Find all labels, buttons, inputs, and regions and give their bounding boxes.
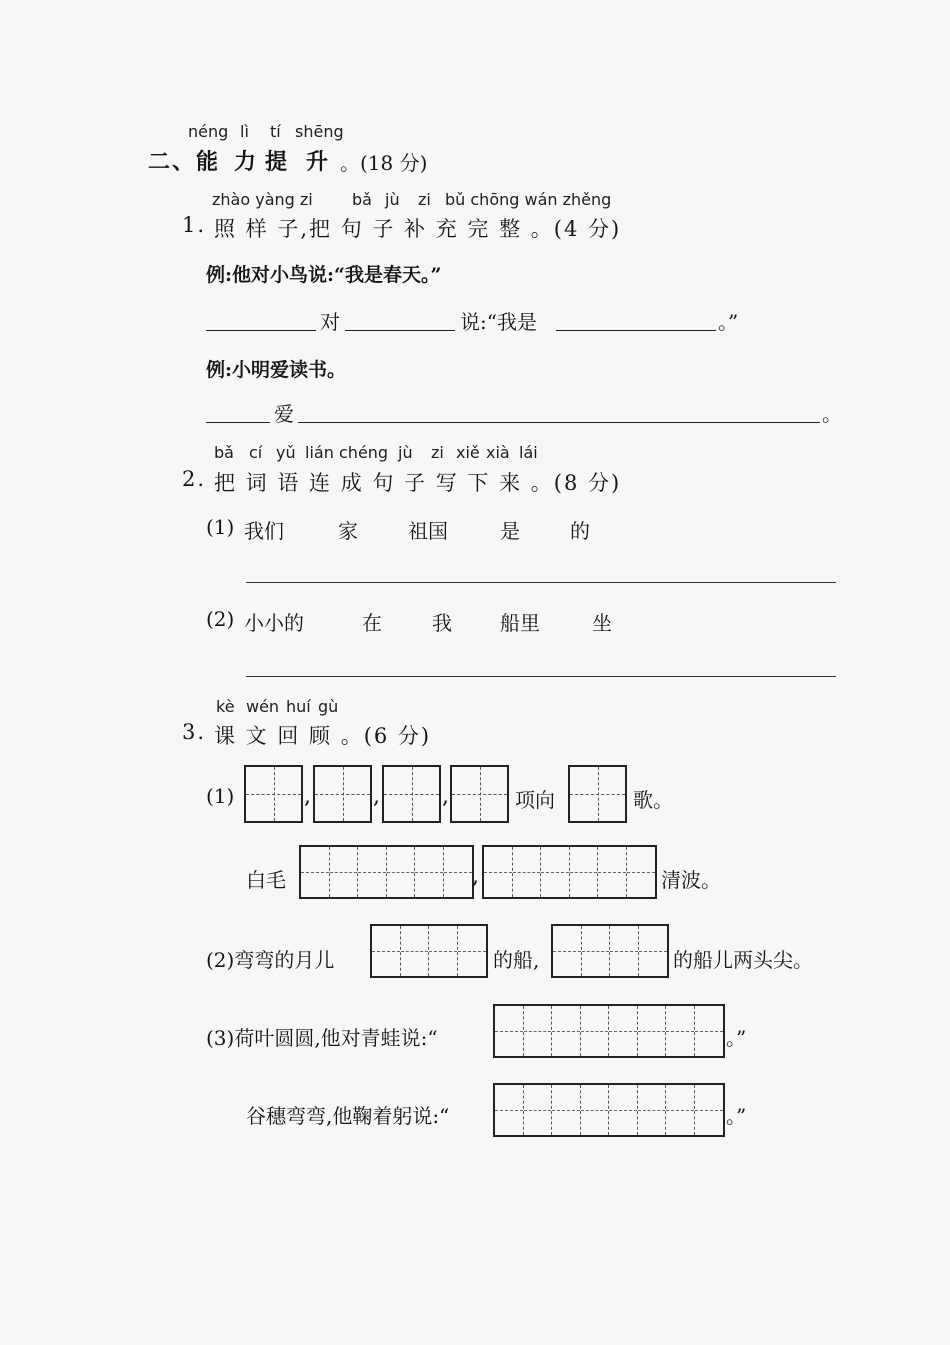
q3-line2-end: 清波。 [661, 868, 721, 892]
q2-item1-word-5: 的 [570, 519, 590, 543]
q3-line1-comma-1: , [304, 784, 311, 809]
q3-line1-label: (1) [206, 784, 235, 808]
q2-pinyin-5: chéng [339, 443, 389, 462]
q2-item2-word-2: 在 [362, 611, 382, 635]
q1-example-1: 例:他对小鸟说:“我是春天。” [206, 264, 442, 286]
q2-pinyin-10: lái [519, 443, 538, 462]
q2-item2-word-4: 船里 [500, 611, 540, 635]
q1-blank-1a[interactable] [206, 330, 316, 331]
q3-line3-start: (2)弯弯的月儿 [206, 948, 335, 972]
section-score: 。(18 分) [340, 151, 428, 175]
section-pinyin-2: lì [240, 122, 249, 141]
q3-line1-box-5[interactable] [568, 765, 627, 823]
q3-pinyin-2: wén [246, 697, 280, 716]
q2-pinyin-4: lián [305, 443, 334, 462]
q1-number: 1. [182, 213, 207, 237]
q2-pinyin-8: xiě [456, 443, 480, 462]
q3-line5-start: 谷穗弯弯,他鞠着躬说:“ [246, 1104, 450, 1128]
q1-blank-1c[interactable] [556, 330, 716, 331]
q3-line1-box-1[interactable] [244, 765, 303, 823]
q1-blank-1-mid2: 说:“我是 [460, 310, 537, 334]
q1-pinyin-4: zi [418, 190, 431, 209]
q3-line1-box-3[interactable] [382, 765, 441, 823]
q3-line1-comma-2: , [373, 784, 380, 809]
q3-line1-box-4[interactable] [450, 765, 509, 823]
q2-item1-word-3: 祖国 [408, 519, 448, 543]
section-title-char-1: 能 [196, 149, 221, 175]
q1-pinyin-3: jù [385, 190, 400, 209]
q2-number: 2. [182, 467, 207, 491]
q1-pinyin-1: zhào yàng zi [212, 190, 313, 209]
q2-instruction: 把 词 语 连 成 句 子 写 下 来 。(8 分) [214, 471, 622, 495]
q2-item1-word-4: 是 [500, 519, 520, 543]
section-title-char-2: 力 [234, 149, 259, 175]
q1-blank-2b[interactable] [298, 422, 820, 423]
q1-instruction: 照 样 子,把 句 子 补 充 完 整 。(4 分) [214, 217, 622, 241]
q2-pinyin-2: cí [249, 443, 263, 462]
q2-item2-word-5: 坐 [592, 611, 612, 635]
q2-item2-word-3: 我 [432, 611, 452, 635]
q3-line2-comma: , [472, 864, 479, 889]
q3-line5-grid[interactable] [493, 1083, 725, 1137]
section-pinyin-4: shēng [295, 122, 344, 141]
q3-line3-mid: 的船, [493, 948, 540, 972]
q3-line4-end: 。” [726, 1026, 747, 1050]
q1-pinyin-5: bǔ chōng wán zhěng [445, 190, 612, 209]
q2-answer-line-2[interactable] [246, 676, 836, 677]
q1-blank-2a[interactable] [206, 422, 270, 423]
q1-pinyin-2: bǎ [352, 190, 372, 209]
q1-blank-1-end: 。” [718, 310, 739, 334]
q3-line1-end: 歌。 [633, 788, 673, 812]
q3-instruction: 课 文 回 顾 。(6 分) [214, 724, 432, 748]
q3-line2-grid-2[interactable] [482, 845, 657, 899]
q2-pinyin-9: xià [486, 443, 510, 462]
q3-line1-comma-3: , [442, 784, 449, 809]
q3-line1-mid: 项向 [515, 788, 555, 812]
section-pinyin-3: tí [270, 122, 281, 141]
q2-pinyin-7: zi [431, 443, 444, 462]
q2-item2-label: (2) [206, 607, 235, 631]
section-title-char-4: 升 [306, 149, 331, 175]
section-pinyin-1: néng [188, 122, 229, 141]
q2-item1-label: (1) [206, 515, 235, 539]
q3-pinyin-3: huí [286, 697, 311, 716]
q1-blank-1b[interactable] [345, 330, 455, 331]
q3-line5-end: 。” [726, 1104, 747, 1128]
q2-item2-word-1: 小小的 [244, 611, 304, 635]
q2-pinyin-1: bǎ [214, 443, 234, 462]
q1-blank-2-end: 。 [822, 402, 842, 426]
q2-pinyin-6: jù [398, 443, 413, 462]
q3-line1-box-2[interactable] [313, 765, 372, 823]
section-title-prefix: 二、 [148, 149, 197, 175]
q3-line3-end: 的船儿两头尖。 [673, 948, 813, 972]
section-title-char-3: 提 [265, 149, 290, 175]
q3-pinyin-4: gù [318, 697, 339, 716]
q3-line2-grid-1[interactable] [299, 845, 474, 899]
q2-pinyin-3: yǔ [276, 443, 296, 462]
q2-item1-word-1: 我们 [244, 519, 284, 543]
q1-blank-2-mid: 爱 [274, 402, 294, 426]
q3-line3-grid-1[interactable] [370, 924, 488, 978]
q3-line4-grid[interactable] [493, 1004, 725, 1058]
q3-line2-start: 白毛 [246, 868, 286, 892]
q3-number: 3. [182, 720, 207, 744]
q1-example-2: 例:小明爱读书。 [206, 359, 347, 381]
q2-answer-line-1[interactable] [246, 582, 836, 583]
q3-pinyin-1: kè [216, 697, 235, 716]
q1-blank-1-mid: 对 [320, 310, 340, 334]
q3-line3-grid-2[interactable] [551, 924, 669, 978]
q3-line4-start: (3)荷叶圆圆,他对青蛙说:“ [206, 1026, 438, 1050]
q2-item1-word-2: 家 [338, 519, 358, 543]
